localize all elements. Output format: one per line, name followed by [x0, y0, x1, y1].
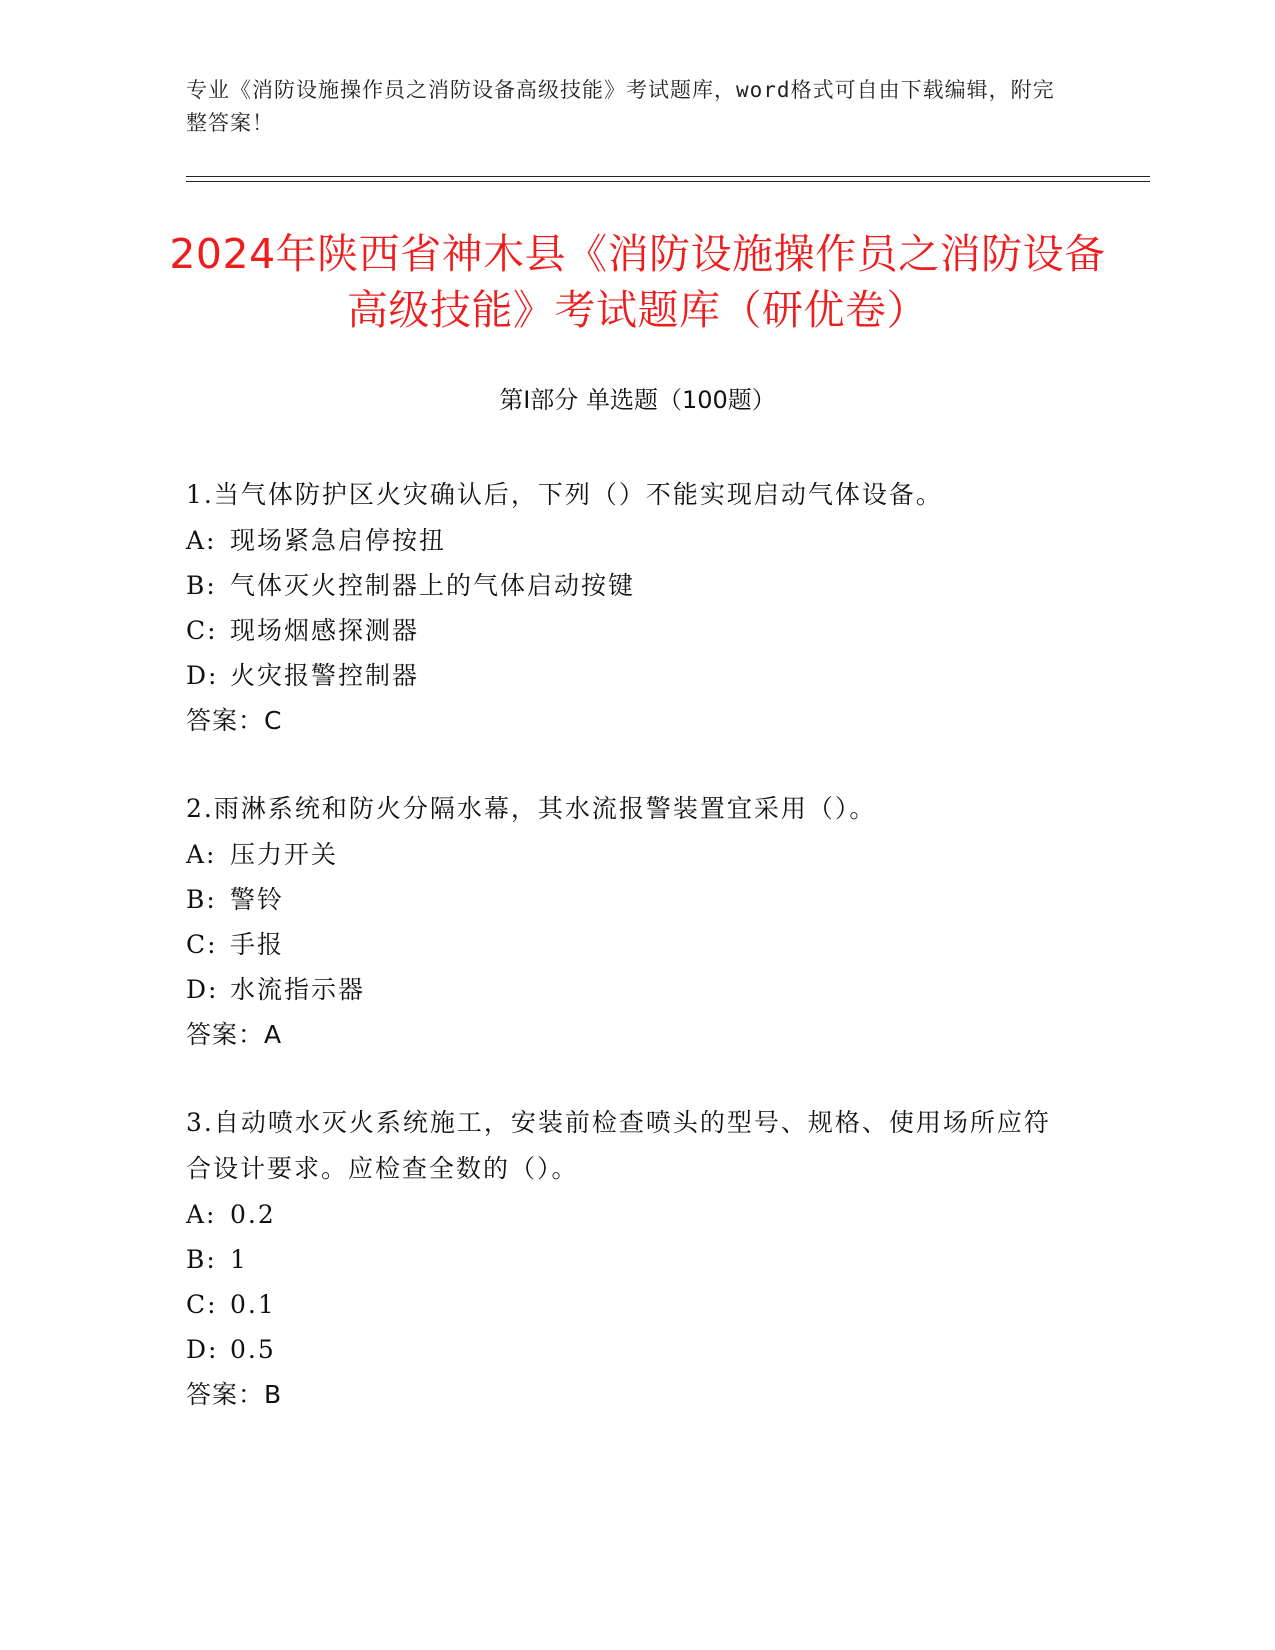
option-c: [186, 608, 1076, 653]
question-1: [186, 472, 1076, 743]
option-b: [186, 1237, 1076, 1282]
option-text: 0.5: [230, 1335, 276, 1364]
option-text: 水流指示器: [230, 975, 366, 1004]
header-note: 专业《消防设施操作员之消防设备高级技能》考试题库，word格式可自由下载编辑，附完整答案！: [186, 78, 1055, 135]
question-stem: 3.自动喷水灭火系统施工，安装前检查喷头的型号、规格、使用场所应符合设计要求。应检查全数的（）。: [186, 1108, 1051, 1183]
question-stem: 2.雨淋系统和防火分隔水幕，其水流报警装置宜采用（）。: [186, 794, 877, 823]
option-label: A:: [186, 1200, 217, 1229]
option-c: [186, 922, 1076, 967]
option-a: [186, 1192, 1076, 1237]
option-text: 现场紧急启停按扭: [230, 526, 447, 555]
page-title: 2024年陕西省神木县《消防设施操作员之消防设备高级技能》考试题库（研优卷）: [169, 230, 1106, 334]
option-text: 气体灭火控制器上的气体启动按键: [230, 571, 636, 600]
question-stem: 1.当气体防护区火灾确认后，下列（）不能实现启动气体设备。: [186, 480, 943, 509]
question-3: [186, 1100, 1076, 1417]
option-d: [186, 967, 1076, 1012]
option-label: C:: [186, 616, 218, 645]
option-text: 现场烟感探测器: [230, 616, 420, 645]
option-a: [186, 518, 1076, 563]
header-rule-top: [186, 176, 1150, 177]
option-text: 1: [230, 1245, 248, 1274]
answer: 答案：C: [186, 706, 283, 735]
option-label: B:: [186, 571, 217, 600]
option-a: [186, 832, 1076, 877]
option-label: A:: [186, 526, 217, 555]
option-text: 火灾报警控制器: [230, 661, 420, 690]
option-text: 0.1: [230, 1290, 276, 1319]
option-label: B:: [186, 885, 217, 914]
answer: 答案：B: [186, 1380, 283, 1409]
option-b: [186, 877, 1076, 922]
question-list: [186, 472, 1076, 1460]
option-text: 0.2: [230, 1200, 276, 1229]
option-label: C:: [186, 930, 218, 959]
option-label: D:: [186, 661, 219, 690]
option-label: A:: [186, 840, 217, 869]
header-rule-bottom: [186, 181, 1150, 182]
option-b: [186, 563, 1076, 608]
option-c: [186, 1282, 1076, 1327]
option-d: [186, 653, 1076, 698]
option-label: D:: [186, 1335, 219, 1364]
option-d: [186, 1327, 1076, 1372]
option-text: 压力开关: [230, 840, 339, 869]
option-label: D:: [186, 975, 219, 1004]
option-label: C:: [186, 1290, 218, 1319]
option-text: 警铃: [230, 885, 285, 914]
answer: 答案：A: [186, 1020, 283, 1049]
option-text: 手报: [230, 930, 285, 959]
question-2: [186, 786, 1076, 1057]
option-label: B:: [186, 1245, 217, 1274]
section-title: 第Ⅰ部分 单选题（100题）: [499, 386, 776, 414]
